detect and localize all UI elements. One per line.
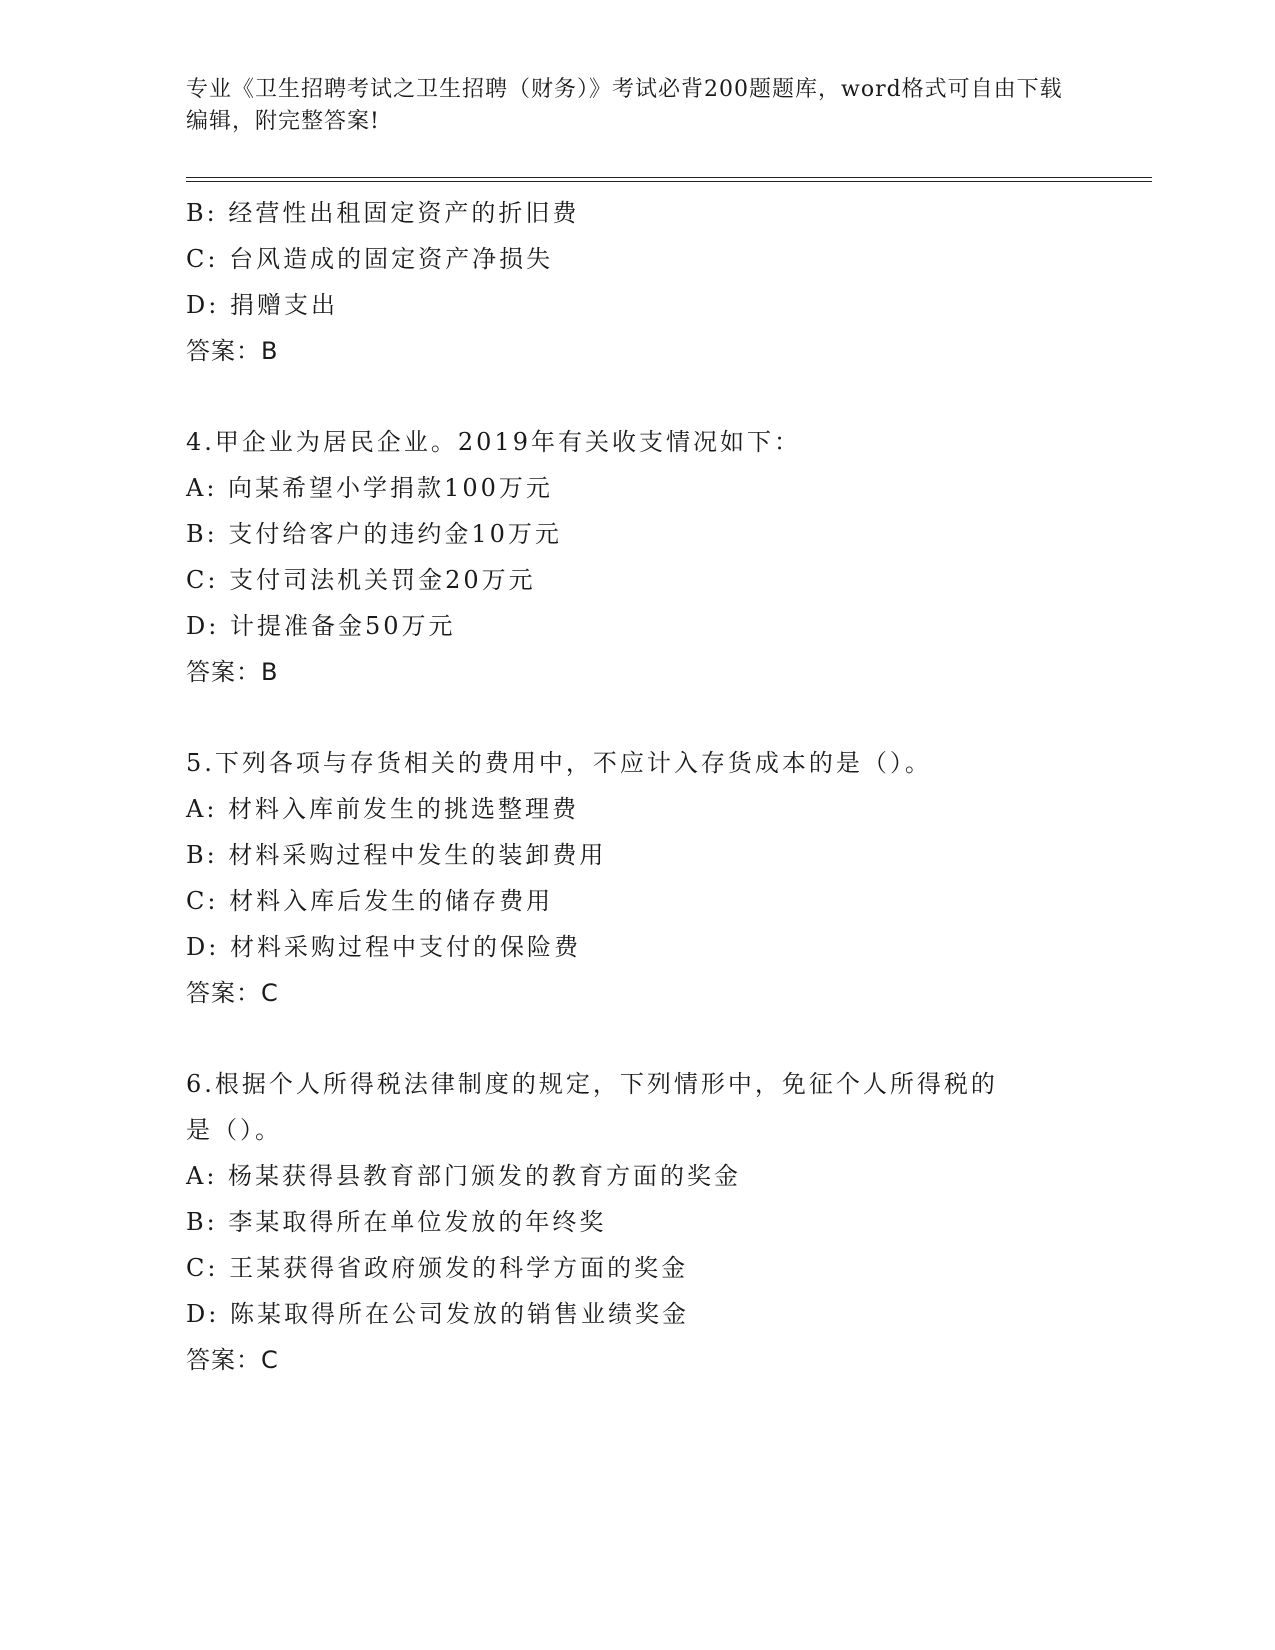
question-5 [186, 740, 1126, 1016]
answer-label: 答案：B [186, 337, 279, 365]
option-a: A: 杨某获得县教育部门颁发的教育方面的奖金 [186, 1162, 742, 1190]
option-d: D: 捐赠支出 [186, 291, 338, 319]
option-c: C: 王某获得省政府颁发的科学方面的奖金 [186, 1254, 689, 1282]
question-4 [186, 419, 1126, 695]
option-a: A: 材料入库前发生的挑选整理费 [186, 795, 580, 823]
answer-label: 答案：C [186, 1346, 279, 1374]
answer-label: 答案：C [186, 979, 279, 1007]
answer-label: 答案：B [186, 658, 279, 686]
option-b: B: 经营性出租固定资产的折旧费 [186, 199, 580, 227]
option-c: C: 材料入库后发生的储存费用 [186, 887, 554, 915]
question-3 [186, 190, 1126, 374]
option-d: D: 陈某取得所在公司发放的销售业绩奖金 [186, 1300, 689, 1328]
question-stem: 5.下列各项与存货相关的费用中，不应计入存货成本的是（）。 [186, 749, 932, 777]
header-divider-bottom [186, 181, 1152, 182]
question-stem-line-1: 6.根据个人所得税法律制度的规定，下列情形中，免征个人所得税的 [186, 1070, 998, 1098]
option-d: D: 材料采购过程中支付的保险费 [186, 933, 581, 961]
question-list [186, 190, 1126, 1383]
document-header: 专业《卫生招聘考试之卫生招聘（财务）》考试必背200题题库，word格式可自由下载编辑，附完整答案! [186, 77, 1063, 134]
option-c: C: 支付司法机关罚金20万元 [186, 566, 536, 594]
header-divider-top [186, 177, 1152, 178]
option-d: D: 计提准备金50万元 [186, 612, 456, 640]
option-a: A: 向某希望小学捐款100万元 [186, 474, 553, 502]
option-b: B: 支付给客户的违约金10万元 [186, 520, 562, 548]
option-b: B: 材料采购过程中发生的装卸费用 [186, 841, 607, 869]
question-stem: 4.甲企业为居民企业。2019年有关收支情况如下： [186, 428, 801, 456]
question-stem-line-2: 是（）。 [186, 1116, 282, 1144]
option-c: C: 台风造成的固定资产净损失 [186, 245, 554, 273]
question-6 [186, 1061, 1126, 1383]
option-b: B: 李某取得所在单位发放的年终奖 [186, 1208, 607, 1236]
